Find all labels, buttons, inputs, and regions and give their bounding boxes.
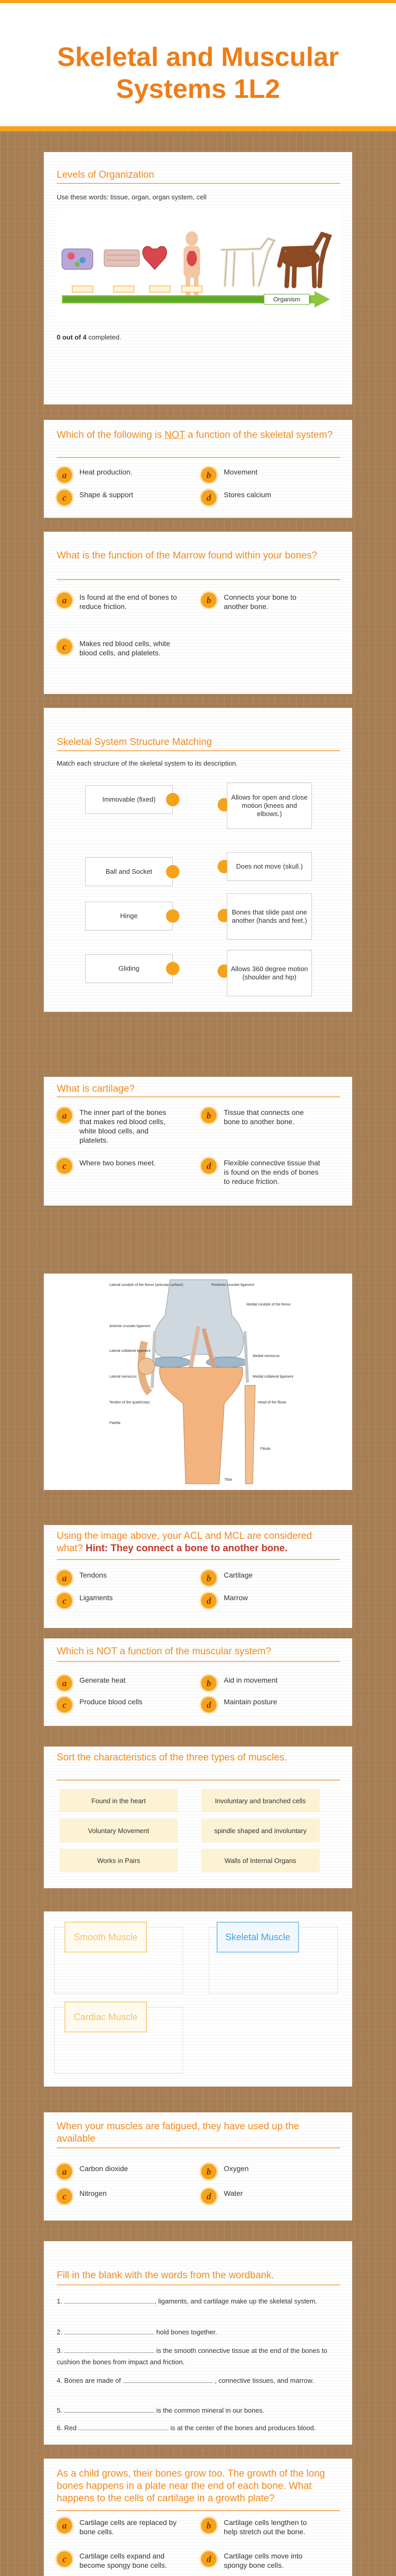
answer-option-c[interactable] (57, 2189, 177, 2204)
answer-option-d[interactable] (201, 2551, 322, 2570)
knee-label: Tibia (224, 1478, 232, 1482)
answer-option-d[interactable] (201, 1593, 322, 1608)
option-letter: a (57, 592, 72, 608)
blank-input[interactable] (64, 2405, 154, 2413)
option-letter: a (57, 1108, 72, 1123)
option-letter: a (57, 467, 72, 483)
option-text: Cartilage cells move into spongy bone cells. (224, 2552, 303, 2569)
divider (57, 1780, 340, 1781)
knee-label: Lateral condyle of the femur (articular surface) (109, 1283, 184, 1287)
question-text: As a child grows, their bones grow too. The growth of the long bones happens in a plate near the end of each bone. What happens to the cells of cartilage in a growth plate? (57, 2468, 325, 2504)
option-text: Tendons (79, 1571, 107, 1579)
answer-option-a[interactable] (57, 1570, 177, 1586)
option-text: Cartilage (224, 1571, 253, 1579)
question-text: Skeletal System Structure Matching (57, 737, 212, 748)
option-letter: a (57, 2518, 72, 2533)
divider (57, 579, 340, 580)
divider (57, 183, 340, 184)
question-text: Fill in the blank with the words from the wordbank. (57, 2270, 274, 2281)
knee-label: Lateral collateral ligament (109, 1349, 151, 1353)
answer-option-d[interactable] (201, 490, 322, 505)
category-skeletal-muscle[interactable]: Skeletal Muscle (217, 1922, 299, 1953)
match-right-item[interactable]: Allows 360 degree motion (shoulder and hip) (227, 950, 312, 996)
option-letter: d (201, 2189, 217, 2204)
option-letter: c (57, 639, 72, 654)
title-line-2: Systems 1L2 (116, 74, 280, 104)
levels-diagram[interactable] (57, 209, 340, 322)
instructions: Use these words: tissue, organ, organ system, cell (57, 193, 207, 201)
option-text: Where two bones meet. (79, 1159, 156, 1167)
option-text: Is found at the end of bones to reduce friction. (79, 593, 177, 611)
match-connector[interactable] (166, 909, 179, 923)
fill-sentence-3 (57, 2345, 340, 2368)
completion-suffix: completed. (86, 333, 121, 341)
question-text-part: Which of the following is (57, 430, 165, 440)
answer-option-a[interactable] (57, 1108, 177, 1145)
knee-label: Medial collateral ligament (253, 1375, 293, 1379)
drop-slot[interactable] (113, 286, 134, 292)
option-text: Nitrogen (79, 2189, 107, 2197)
completion-status (57, 333, 121, 341)
divider (57, 1559, 340, 1560)
match-left-item[interactable]: Hinge (85, 902, 173, 930)
option-text: Generate heat (79, 1676, 126, 1684)
question-card-5 (44, 1638, 352, 1726)
sort-card (44, 1747, 352, 1888)
answer-option-a[interactable] (57, 467, 177, 483)
answer-option-c[interactable] (57, 490, 177, 505)
category-cardiac-muscle[interactable]: Cardiac Muscle (64, 2002, 147, 2032)
drop-slot[interactable] (72, 286, 93, 292)
drop-slot[interactable] (182, 286, 202, 292)
divider (57, 2284, 340, 2285)
fill-blank-card (44, 2241, 352, 2445)
option-text: Cartilage cells are replaced by bone cells. (79, 2518, 177, 2536)
match-right-item[interactable]: Does not move (skull.) (227, 852, 312, 881)
option-text: Stores calcium (224, 490, 271, 499)
knee-label: Fibula (260, 1447, 271, 1451)
question-card-3 (44, 1077, 352, 1206)
option-letter: b (201, 2518, 217, 2533)
answer-option-c[interactable] (57, 2551, 177, 2570)
option-text: Cartilage cells expand and become spongy bone cells. (79, 2552, 167, 2569)
option-letter: b (201, 2164, 217, 2179)
knee-label: Patella (109, 1421, 121, 1425)
category-smooth-muscle[interactable]: Smooth Muscle (64, 1922, 147, 1953)
option-text: Oxygen (224, 2164, 249, 2173)
answer-option-b[interactable] (201, 467, 322, 483)
fill-sentence-6 (57, 2422, 340, 2434)
option-letter: c (57, 1697, 72, 1713)
divider (57, 1661, 340, 1662)
sort-item[interactable]: Found in the heart (59, 1789, 178, 1812)
option-text: Connects your bone to another bone. (224, 593, 296, 611)
option-letter: a (57, 1675, 72, 1691)
sentence-text: 5. (57, 2406, 64, 2414)
option-text: The inner part of the bones that makes red blood cells, white blood cells, and platelets. (79, 1108, 167, 1144)
tissue-image (104, 250, 139, 266)
sentence-text: 4. Bones are made of (57, 2377, 123, 2384)
answer-option-b[interactable] (201, 1570, 322, 1586)
option-letter: b (201, 467, 217, 483)
match-left-item[interactable]: Ball and Socket (85, 857, 173, 886)
answer-option-b[interactable] (201, 2518, 322, 2536)
question-card-2 (44, 532, 352, 694)
answer-option-a[interactable] (57, 592, 177, 611)
question-text-part: a function of the skeletal system? (185, 430, 333, 440)
answer-option-d[interactable] (201, 1697, 322, 1713)
knee-label: Lateral meniscus (109, 1375, 137, 1379)
fill-sentence-1 (57, 2296, 340, 2307)
option-letter: d (201, 490, 217, 505)
blank-input[interactable] (64, 2296, 154, 2303)
sentence-text: 1. (57, 2297, 64, 2305)
answer-option-c[interactable] (57, 1593, 177, 1608)
option-text: Ligaments (79, 1594, 113, 1602)
option-letter: b (201, 592, 217, 608)
blank-input[interactable] (123, 2376, 213, 2383)
question-hint: Hint: They connect a bone to another bone. (85, 1543, 288, 1554)
option-letter: c (57, 490, 72, 505)
answer-option-c[interactable] (57, 1158, 177, 1174)
divider (57, 2510, 340, 2511)
question-text: Levels of Organization (57, 170, 155, 180)
question-text: What is the function of the Marrow found within your bones? (57, 550, 317, 561)
sort-item[interactable]: Works in Pairs (59, 1849, 178, 1872)
question-text-main: Using the image above, your ACL and MCL are considered what? (57, 1531, 312, 1554)
option-letter: d (201, 2551, 217, 2567)
question-card-7 (44, 2459, 352, 2576)
organism-label: Organism (273, 296, 301, 303)
answer-option-d[interactable] (201, 2189, 322, 2204)
knee-label: Head of the fibula (258, 1401, 286, 1404)
option-letter: b (201, 1675, 217, 1691)
option-text: Water (224, 2189, 243, 2197)
title-line-1: Skeletal and Muscular (57, 42, 339, 72)
option-text: Produce blood cells (79, 1698, 143, 1706)
sentence-text: is the smooth connective tissue at the end of the bones to cushion the bones from impact and friction. (57, 2347, 327, 2366)
drop-slot[interactable] (150, 286, 170, 292)
blank-input[interactable] (64, 2327, 154, 2334)
divider (57, 750, 340, 751)
knee-label: Posterior cruciate ligament (211, 1283, 254, 1287)
match-connector[interactable] (166, 962, 179, 975)
sentence-text: 3. (57, 2347, 64, 2354)
sentence-text: is at the center of the bones and produces blood. (168, 2424, 316, 2432)
option-letter: b (201, 1108, 217, 1123)
option-letter: d (201, 1593, 217, 1608)
match-left-item[interactable]: Gliding (85, 954, 173, 983)
answer-option-a[interactable] (57, 1675, 177, 1691)
fill-sentence-2 (57, 2327, 340, 2338)
divider (57, 1096, 340, 1097)
sort-item[interactable]: Walls of Internal Organs (201, 1849, 320, 1872)
question-text: When your muscles are fatigued, they have used up the available (57, 2121, 299, 2144)
question-text (57, 1530, 340, 1555)
sentence-text: is the common mineral in our bones. (154, 2406, 265, 2414)
question-text: Sort the characteristics of the three types of muscles. (57, 1752, 287, 1763)
sentence-text: , connective tissues, and marrow. (212, 2377, 314, 2384)
sentence-text: hold bones together. (154, 2328, 217, 2336)
option-text: Makes red blood cells, white blood cells, and platelets. (79, 639, 170, 657)
blank-input[interactable] (64, 2346, 154, 2353)
divider (57, 457, 340, 458)
question-text: Which is NOT a function of the muscular system? (57, 1646, 271, 1657)
option-text: Aid in movement (224, 1676, 278, 1684)
option-text: Tissue that connects one bone to another bone. (224, 1108, 304, 1126)
option-letter: c (57, 2551, 72, 2567)
option-text: Carbon dioxide (79, 2164, 128, 2173)
option-letter: b (201, 1570, 217, 1586)
sentence-text: 6. Red (57, 2424, 78, 2432)
knee-label: Tendon of the quadriceps (109, 1401, 150, 1404)
sort-item[interactable]: spindle shaped and involuntary (201, 1819, 320, 1842)
option-letter: a (57, 2164, 72, 2179)
option-letter: a (57, 1570, 72, 1586)
option-text: Flexible connective tissue that is found on the ends of bones to reduce friction. (224, 1159, 320, 1185)
instructions: Match each structure of the skeletal system to its description. (57, 759, 238, 767)
knee-label: Medial meniscus (253, 1354, 280, 1358)
sort-item[interactable]: Voluntary Movement (59, 1819, 178, 1842)
answer-option-a[interactable] (57, 2518, 177, 2536)
question-text (57, 429, 340, 442)
answer-option-d[interactable] (201, 1158, 322, 1186)
levels-card (44, 152, 352, 404)
option-text: Shape & support (79, 490, 134, 499)
question-card-6 (44, 2112, 352, 2221)
matching-card (44, 708, 352, 1012)
divider (57, 2147, 340, 2148)
sentence-text: 2. (57, 2328, 64, 2336)
fill-sentence-4 (57, 2375, 340, 2386)
answer-option-c[interactable] (57, 639, 177, 657)
question-text: What is cartilage? (57, 1083, 135, 1094)
match-connector[interactable] (166, 793, 179, 806)
cell-image (62, 249, 93, 269)
sentence-text: , ligaments, and cartilage make up the skeletal system. (154, 2297, 318, 2305)
option-letter: d (201, 1697, 217, 1713)
answer-option-a[interactable] (57, 2164, 177, 2179)
answer-option-b[interactable] (201, 1675, 322, 1691)
page-title (0, 41, 396, 105)
completion-count: 0 out of 4 (57, 333, 87, 341)
knee-label: Anterior cruciate ligament (109, 1325, 151, 1328)
option-text: Maintain posture (224, 1698, 277, 1706)
option-letter: c (57, 1593, 72, 1608)
option-text: Marrow (224, 1594, 248, 1602)
knee-image-card (44, 1274, 352, 1490)
sort-item[interactable]: Involuntary and branched cells (201, 1789, 320, 1812)
question-card-4 (44, 1525, 352, 1628)
question-card-1 (44, 420, 352, 518)
blank-input[interactable] (78, 2423, 169, 2430)
answer-option-b[interactable] (201, 592, 322, 611)
fill-sentence-5 (57, 2405, 340, 2416)
match-left-item[interactable]: Immovable (fixed) (85, 785, 173, 814)
knee-diagram-image (108, 1280, 293, 1484)
option-letter: c (57, 1158, 72, 1174)
answer-option-b[interactable] (201, 1108, 322, 1126)
match-right-item[interactable]: Allows for open and close motion (knees and elbows.) (227, 783, 312, 829)
match-connector[interactable] (166, 865, 179, 878)
knee-label: Medial condyle of the femur (246, 1303, 291, 1307)
option-text: Cartilage cells lengthen to help stretch out the bone. (224, 2518, 307, 2536)
option-letter: c (57, 2189, 72, 2204)
option-text: Heat production. (79, 468, 133, 476)
answer-option-b[interactable] (201, 2164, 322, 2179)
option-text: Movement (224, 468, 258, 476)
match-right-item[interactable]: Bones that slide past one another (hands and feet.) (227, 893, 312, 940)
question-text-not: NOT (164, 430, 185, 440)
page-header (0, 0, 396, 131)
option-letter: d (201, 1158, 217, 1174)
answer-option-c[interactable] (57, 1697, 177, 1713)
sort-categories-card (44, 1911, 352, 2087)
